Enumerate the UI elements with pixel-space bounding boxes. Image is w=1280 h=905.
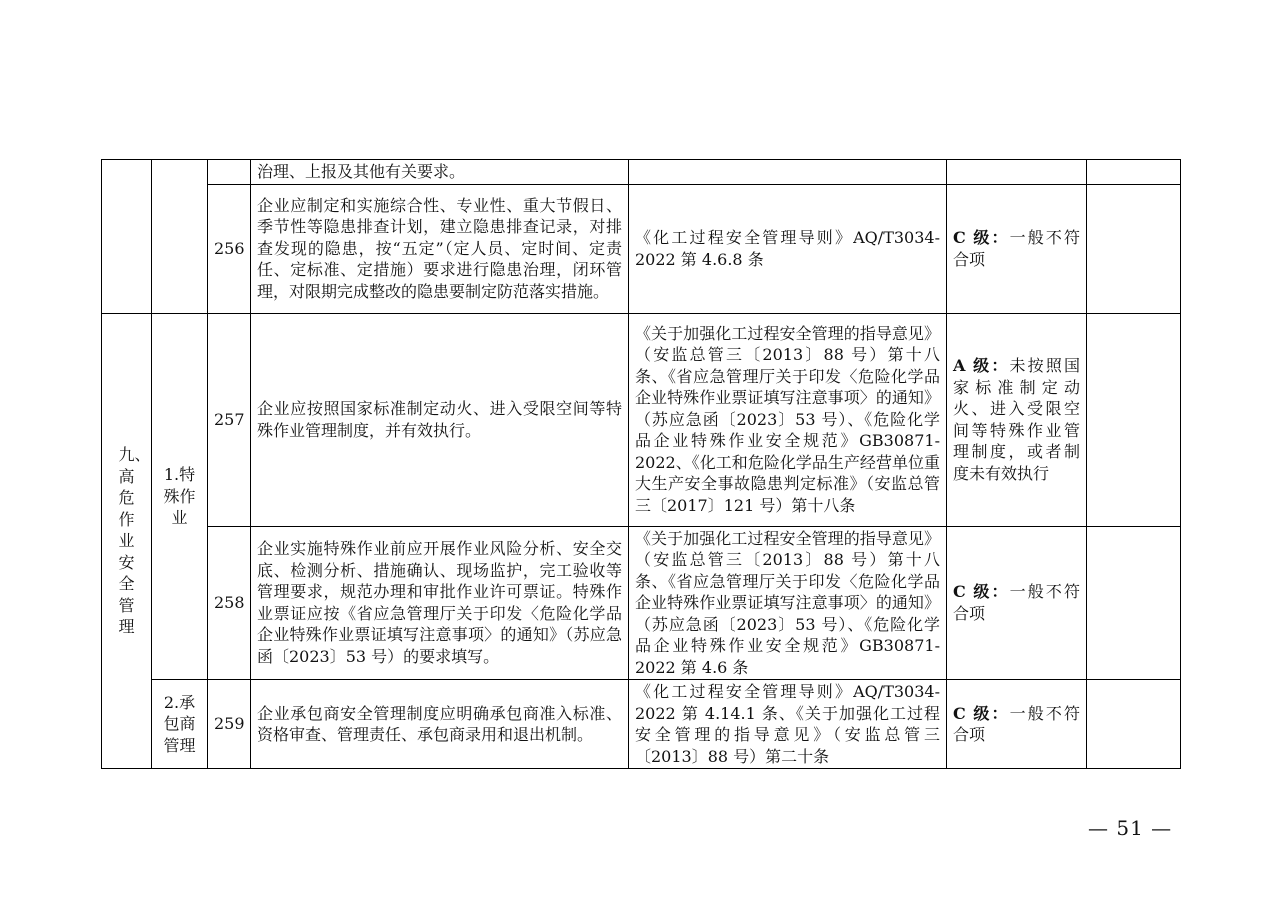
item-number: 256 xyxy=(208,184,251,313)
remark-cell xyxy=(1087,160,1181,185)
table-row xyxy=(102,526,1181,680)
table-row xyxy=(102,160,1181,185)
table-row xyxy=(102,313,1181,526)
requirement-cell: 企业应制定和实施综合性、专业性、重大节假日、季节性等隐患排查计划，建立隐患排查记录，对排查发现的隐患，按“五定”（定人员、定时间、定责任、定标准、定措施）要求进行隐患治理，闭环管理，对限期完成整改的隐患要制定防范落实措施。 xyxy=(251,184,629,313)
grade-text: 一般不符合项 xyxy=(953,228,1080,269)
subcategory-cell: 2.承包商管理 xyxy=(152,680,208,769)
table-row xyxy=(102,184,1181,313)
grade-level: C 级： xyxy=(953,703,1010,723)
grade-text: 一般不符合项 xyxy=(953,582,1080,623)
basis-cell xyxy=(629,160,947,185)
requirements-table xyxy=(101,159,1181,769)
page-number: — 51 — xyxy=(1088,816,1173,840)
grade-cell xyxy=(947,313,1087,526)
requirement-cell: 企业承包商安全管理制度应明确承包商准入标准、资格审查、管理责任、承包商录用和退出机制。 xyxy=(251,680,629,769)
requirement-cell: 企业实施特殊作业前应开展作业风险分析、安全交底、检测分析、措施确认、现场监护，完工验收等管理要求，规范办理和审批作业许可票证。特殊作业票证应按《省应急管理厅关于印发〈危险化学品企业特殊作业票证填写注意事项〉的通知》（苏应急函〔2023〕53 号）的要求填写。 xyxy=(251,526,629,680)
item-number: 259 xyxy=(208,680,251,769)
basis-cell: 《化工过程安全管理导则》AQ/T3034-2022 第 4.6.8 条 xyxy=(629,184,947,313)
basis-cell: 《关于加强化工过程安全管理的指导意见》（安监总管三〔2013〕88 号）第十八条、《省应急管理厅关于印发〈危险化学品企业特殊作业票证填写注意事项〉的通知》（苏应急函〔2023〕53 号）、《危险化学品企业特殊作业安全规范》GB30871-2022、《化工和危险化学品生产经营单位重大生产安全事故隐患判定标准》（安监总管三〔2017〕121 号）第十八条 xyxy=(629,313,947,526)
basis-cell: 《化工过程安全管理导则》AQ/T3034-2022 第 4.14.1 条、《关于加强化工过程安全管理的指导意见》（安监总管三〔2013〕88 号）第二十条 xyxy=(629,680,947,769)
remark-cell xyxy=(1087,680,1181,769)
grade-text: 一般不符合项 xyxy=(953,703,1080,744)
grade-level: C 级： xyxy=(953,582,1010,602)
basis-cell: 《关于加强化工过程安全管理的指导意见》（安监总管三〔2013〕88 号）第十八条、《省应急管理厅关于印发〈危险化学品企业特殊作业票证填写注意事项〉的通知》（苏应急函〔2023〕53 号）、《危险化学品企业特殊作业安全规范》GB30871-2022 第 4.6 条 xyxy=(629,526,947,680)
grade-cell xyxy=(947,680,1087,769)
grade-level: C 级： xyxy=(953,228,1010,247)
remark-cell xyxy=(1087,313,1181,526)
remark-cell xyxy=(1087,526,1181,680)
grade-text: 未按照国家标准制定动火、进入受限空间等特殊作业管理制度，或者制度未有效执行 xyxy=(953,356,1080,483)
category-cell xyxy=(102,160,152,314)
item-number: 257 xyxy=(208,313,251,526)
grade-cell xyxy=(947,526,1087,680)
subcategory-cell: 1.特殊作业 xyxy=(152,313,208,680)
category-label: 九、高危作业安全管理 xyxy=(118,445,151,636)
requirement-cell: 治理、上报及其他有关要求。 xyxy=(251,160,629,185)
subcategory-cell xyxy=(152,160,208,314)
table-row xyxy=(102,680,1181,769)
grade-cell xyxy=(947,160,1087,185)
item-number: 258 xyxy=(208,526,251,680)
grade-level: A 级： xyxy=(953,356,1010,375)
grade-cell xyxy=(947,184,1087,313)
requirement-cell: 企业应按照国家标准制定动火、进入受限空间等特殊作业管理制度，并有效执行。 xyxy=(251,313,629,526)
item-number xyxy=(208,160,251,185)
category-cell xyxy=(102,313,152,769)
remark-cell xyxy=(1087,184,1181,313)
